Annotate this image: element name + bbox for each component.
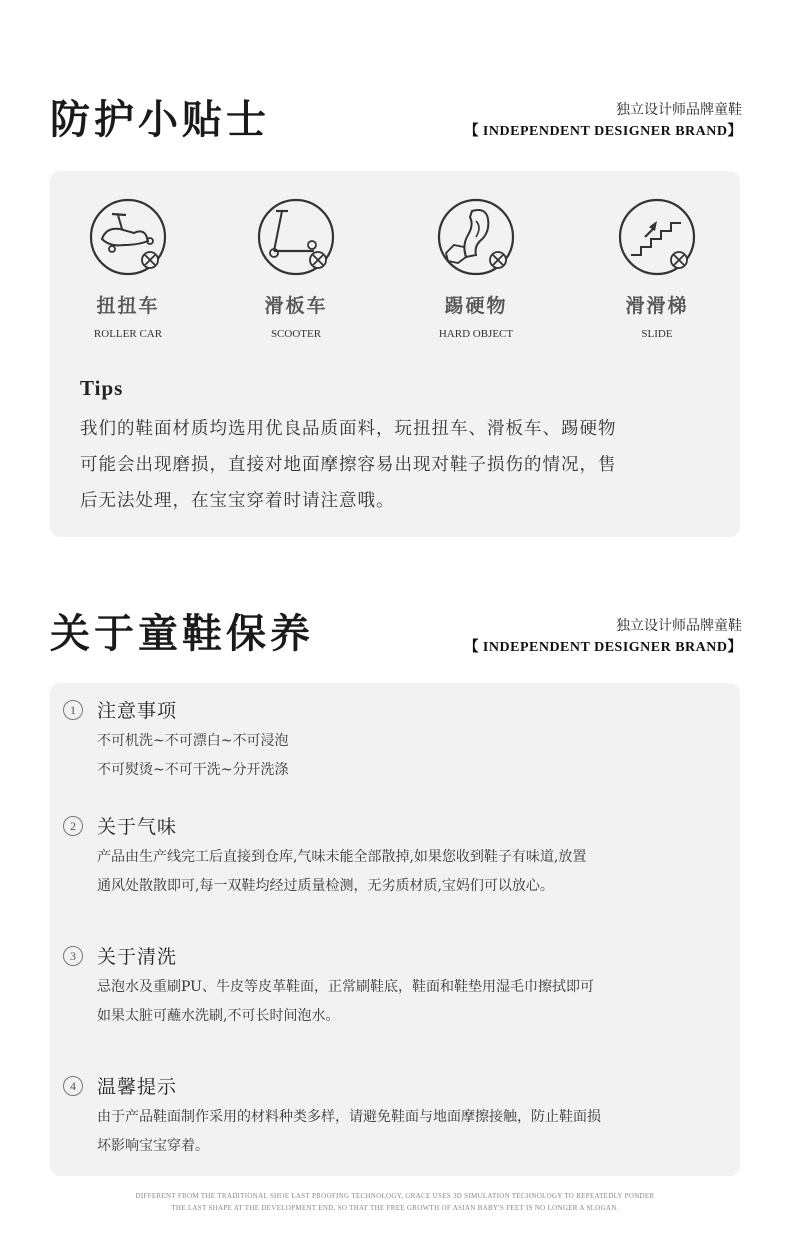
- header-brand: 【 INDEPENDENT DESIGNER BRAND】: [464, 124, 742, 139]
- hard-object-icon: [436, 197, 516, 277]
- footer-line: DIFFERENT FROM THE TRADITIONAL SHOE LAST PROOFING TECHNOLOGY, GRACE USES 3D SIMULATION TECHNOLOGY TO REPEATEDLY PONDER: [135, 1192, 655, 1200]
- tips-text: [80, 411, 725, 519]
- care-title: 注意事项: [97, 700, 178, 722]
- item-label-cn: 扭扭车: [96, 295, 160, 317]
- section-title: 关于童鞋保养: [50, 610, 314, 657]
- care-number: 4: [63, 1076, 83, 1096]
- tips-line: 我们的鞋面材质均选用优良品质面料，玩扭扭车、滑板车、踢硬物: [80, 419, 617, 439]
- care-title: 温馨提示: [97, 1076, 178, 1098]
- item-scooter: [226, 197, 366, 340]
- footer-slogan: [0, 1190, 790, 1214]
- care-line: 不可熨烫~不可干洗~分开洗涤: [97, 762, 289, 778]
- care-number: 1: [63, 700, 83, 720]
- care-title: 关于清洗: [97, 946, 178, 968]
- care-line: 不可机洗~不可漂白~不可浸泡: [97, 733, 289, 749]
- care-number: 3: [63, 946, 83, 966]
- scooter-icon: [256, 197, 336, 277]
- care-number: 2: [63, 816, 83, 836]
- page-title: 防护小贴士: [50, 96, 270, 143]
- header-subtitle: 独立设计师品牌童鞋: [616, 102, 742, 118]
- care-line: 坏影响宝宝穿着。: [97, 1138, 209, 1154]
- item-label-cn: 滑滑梯: [625, 295, 689, 317]
- item-label-cn: 踢硬物: [444, 295, 508, 317]
- roller-car-icon: [88, 197, 168, 277]
- care-body: [97, 727, 717, 785]
- item-label-en: SLIDE: [641, 328, 673, 340]
- care-line: 由于产品鞋面制作采用的材料种类多样，请避免鞋面与地面摩擦接触，防止鞋面损: [97, 1109, 601, 1125]
- section-header-care: [0, 602, 790, 682]
- care-line: 通风处散散即可,每一双鞋均经过质量检测，无劣质材质,宝妈们可以放心。: [97, 878, 554, 894]
- header-brand: 【 INDEPENDENT DESIGNER BRAND】: [464, 640, 742, 655]
- tips-label: Tips: [80, 376, 124, 400]
- care-line: 产品由生产线完工后直接到仓库,气味未能全部散掉,如果您收到鞋子有味道,放置: [97, 849, 587, 865]
- care-body: [97, 1103, 717, 1161]
- care-line: 忌泡水及重刷PU、牛皮等皮革鞋面，正常刷鞋底，鞋面和鞋垫用湿毛巾擦拭即可: [97, 979, 594, 995]
- item-roller-car: [58, 197, 198, 340]
- care-body: [97, 843, 717, 901]
- item-hard-object: [406, 197, 546, 340]
- tips-line: 可能会出现磨损，直接对地面摩擦容易出现对鞋子损伤的情况，售: [80, 455, 617, 475]
- care-title: 关于气味: [97, 816, 178, 838]
- care-line: 如果太脏可蘸水洗刷,不可长时间泡水。: [97, 1008, 340, 1024]
- header-subtitle: 独立设计师品牌童鞋: [616, 618, 742, 634]
- slide-icon: [617, 197, 697, 277]
- item-label-en: ROLLER CAR: [93, 328, 163, 340]
- item-label-en: HARD OBJECT: [438, 328, 514, 340]
- item-slide: [587, 197, 727, 340]
- care-body: [97, 973, 717, 1031]
- footer-line: THE LAST SHAPE AT THE DEVELOPMENT END, SO THAT THE FREE GROWTH OF ASIAN BABY'S FEET IS NO LONGER A SLOGAN.: [171, 1204, 619, 1212]
- tips-line: 后无法处理，在宝宝穿着时请注意哦。: [80, 491, 395, 511]
- care-panel: [50, 683, 740, 1176]
- section-header-protection: [0, 88, 790, 168]
- item-label-cn: 滑板车: [264, 295, 328, 317]
- protection-panel: [50, 171, 740, 537]
- item-label-en: SCOOTER: [270, 328, 322, 340]
